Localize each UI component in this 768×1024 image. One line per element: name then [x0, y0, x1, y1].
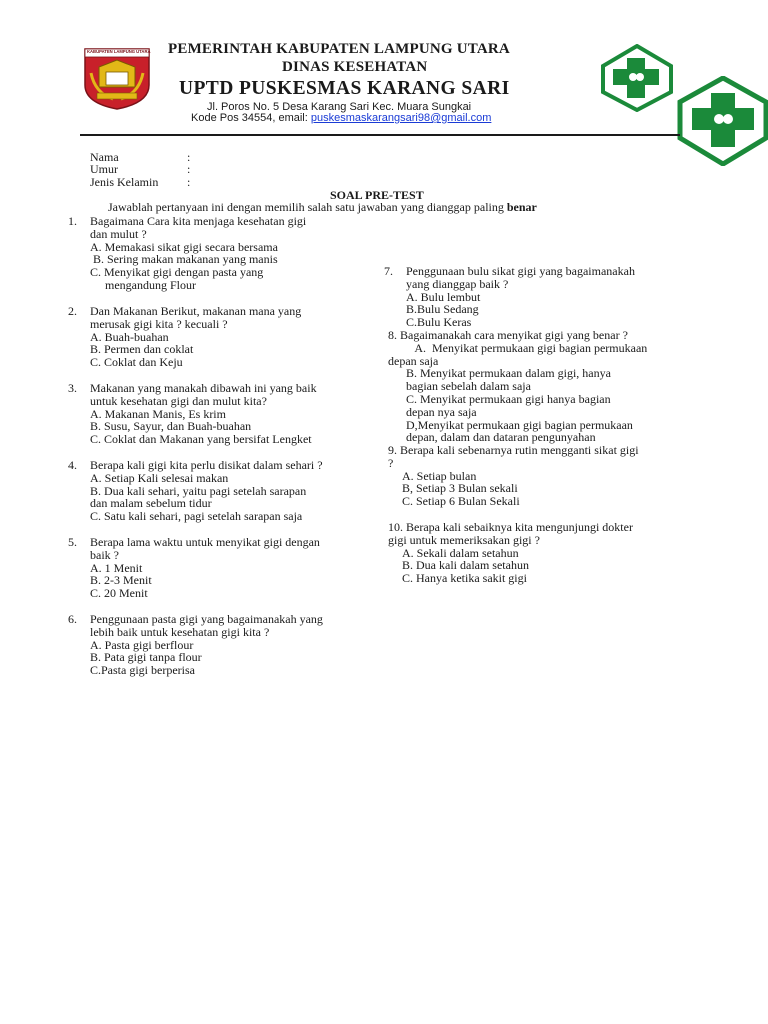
question-number: 1. — [68, 214, 77, 228]
answer-option[interactable]: C. Menyikat permukaan gigi hanya bagian — [406, 391, 611, 406]
answer-option[interactable]: B. Menyikat permukaan dalam gigi, hanya — [406, 366, 611, 381]
question-text-line: Penggunaan pasta gigi yang bagaimanakah yang — [90, 612, 323, 626]
answer-option[interactable]: C. Satu kali sehari, pagi setelah sarapan saja — [90, 509, 303, 524]
question-10 — [388, 521, 698, 585]
question-number: 7. — [384, 264, 393, 278]
answer-options — [388, 342, 698, 444]
question-text-line: lebih baik untuk kesehatan gigi kita ? — [90, 624, 270, 639]
question-9 — [388, 444, 698, 508]
answer-option[interactable]: C.Pasta gigi berperisa — [90, 663, 195, 678]
answer-option[interactable]: B. Permen dan coklat — [90, 342, 194, 357]
logo-text: KABUPATEN LAMPUNG UTARA — [87, 49, 151, 54]
question-text-line: 8. Bagaimanakah cara menyikat gigi yang benar ? — [388, 328, 628, 342]
question-text-line: Bagaimana Cara kita menjaga kesehatan gigi — [90, 214, 307, 228]
question-number: 10. — [388, 520, 406, 534]
letterhead-line-2: DINAS KESEHATAN — [282, 59, 428, 75]
letterhead-line-3: UPTD PUSKESMAS KARANG SARI — [179, 78, 510, 99]
question-number: 3. — [68, 381, 77, 395]
answer-option[interactable]: C. 20 Menit — [90, 586, 148, 601]
answer-option[interactable]: B. Sering makan makanan yang manis — [90, 252, 278, 267]
answer-option[interactable]: A. Memakasi sikat gigi secara bersama — [90, 239, 278, 254]
answer-option[interactable]: B.Bulu Sedang — [406, 302, 479, 317]
answer-options — [388, 470, 698, 508]
question-text-line: merusak gigi kita ? kecuali ? — [90, 316, 228, 331]
question-text-line: Berapa kali gigi kita perlu disikat dalam sehari ? — [90, 458, 323, 472]
question-8 — [388, 329, 698, 444]
answer-option[interactable]: A. Menyikat permukaan gigi bagian permukaan — [406, 340, 648, 355]
question-text-line: Penggunaan bulu sikat gigi yang bagaimanakah — [406, 264, 635, 278]
answer-option[interactable]: D,Menyikat permukaan gigi bagian permukaan — [406, 417, 633, 432]
letterhead-divider — [80, 134, 680, 136]
identity-age-colon: : — [187, 162, 191, 176]
question-text-line: yang dianggap baik ? — [406, 276, 509, 291]
answer-option[interactable]: C. Menyikat gigi dengan pasta yang — [90, 265, 264, 280]
test-title: SOAL PRE-TEST — [330, 188, 424, 202]
question-number: 2. — [68, 304, 77, 318]
identity-gender: Jenis Kelamin — [90, 175, 159, 189]
letterhead-line-1: PEMERINTAH KABUPATEN LAMPUNG UTARA — [168, 41, 510, 57]
answer-option[interactable]: mengandung Flour — [90, 277, 196, 292]
question-text-line: Berapa lama waktu untuk menyikat gigi dengan — [90, 535, 320, 549]
answer-option[interactable]: C. Coklat dan Makanan yang bersifat Lengket — [90, 432, 312, 447]
green-cross-icon — [600, 44, 674, 112]
question-number: 4. — [68, 458, 77, 472]
answer-option[interactable]: depan, dalam dan dataran pengunyahan — [406, 430, 596, 445]
identity-name-colon: : — [187, 150, 191, 164]
answer-option[interactable]: A. Makanan Manis, Es krim — [90, 406, 226, 421]
question-stem — [388, 444, 698, 470]
regency-crest-icon — [83, 47, 151, 111]
letterhead-address: Jl. Poros No. 5 Desa Karang Sari Kec. Muara Sungkai — [207, 101, 472, 113]
question-text-line: 9. Berapa kali sebenarnya rutin mengganti sikat gigi — [388, 443, 639, 457]
question-text-line: dan mulut ? — [90, 226, 147, 241]
identity-age: Umur — [90, 162, 118, 176]
answer-option[interactable]: A. Bulu lembut — [406, 289, 481, 304]
health-badge-small — [600, 44, 674, 112]
answer-option[interactable]: B. Dua kali dalam setahun — [402, 558, 529, 573]
answer-option[interactable]: A. Buah-buahan — [90, 329, 169, 344]
identity-gender-colon: : — [187, 175, 191, 189]
question-text-line: baik ? — [90, 547, 119, 562]
question-text-line: Dan Makanan Berikut, makanan mana yang — [90, 304, 302, 318]
question-text-line: ? — [388, 455, 394, 470]
green-cross-icon — [677, 76, 768, 166]
question-number: 5. — [68, 535, 77, 549]
answer-option[interactable]: C. Hanya ketika sakit gigi — [402, 571, 527, 586]
question-number: 9. — [388, 443, 400, 457]
instruction: Jawablah pertanyaan ini dengan memilih salah satu jawaban yang dianggap paling benar — [108, 200, 537, 214]
answer-option[interactable]: B. Pata gigi tanpa flour — [90, 650, 202, 665]
question-text-line: 10. Berapa kali sebaiknya kita mengunjungi dokter — [388, 520, 633, 534]
answer-option[interactable]: A. Pasta gigi berflour — [90, 637, 194, 652]
answer-option[interactable]: B, Setiap 3 Bulan sekali — [402, 481, 518, 496]
answer-option[interactable]: B. Dua kali sehari, yaitu pagi setelah sarapan — [90, 483, 307, 498]
letterhead-contact — [191, 112, 491, 124]
answer-options — [388, 547, 698, 585]
question-number: 8. — [388, 328, 400, 342]
answer-option[interactable]: A. Setiap bulan — [402, 468, 477, 483]
question-text-line: Makanan yang manakah dibawah ini yang baik — [90, 381, 317, 395]
answer-option[interactable]: A. Sekali dalam setahun — [402, 545, 519, 560]
postal-code-text: Kode Pos 34554, email: — [191, 112, 311, 124]
answer-option[interactable]: C. Setiap 6 Bulan Sekali — [402, 494, 520, 509]
answer-option[interactable]: dan malam sebelum tidur — [90, 496, 212, 511]
question-text-line: gigi untuk memeriksakan gigi ? — [388, 532, 540, 547]
question-text-line: untuk kesehatan gigi dan mulut kita? — [90, 393, 267, 408]
question-stem — [388, 521, 698, 547]
answer-option[interactable]: A. Setiap Kali selesai makan — [90, 470, 229, 485]
question-number: 6. — [68, 612, 77, 626]
answer-option[interactable]: bagian sebelah dalam saja — [406, 379, 531, 394]
question-stem — [388, 329, 698, 342]
answer-option[interactable]: depan saja — [388, 353, 439, 368]
answer-option[interactable]: A. 1 Menit — [90, 560, 143, 575]
answer-option[interactable]: B. Susu, Sayur, dan Buah-buahan — [90, 419, 252, 434]
answer-option[interactable]: C. Coklat dan Keju — [90, 355, 183, 370]
answer-option[interactable]: C.Bulu Keras — [406, 315, 472, 330]
regency-logo — [83, 47, 151, 111]
answer-option[interactable]: depan nya saja — [406, 404, 477, 419]
answer-option[interactable]: B. 2-3 Menit — [90, 573, 152, 588]
email-link[interactable]: puskesmaskarangsari98@gmail.com — [310, 112, 492, 124]
health-badge-large — [677, 76, 768, 166]
identity-name: Nama — [90, 150, 119, 164]
